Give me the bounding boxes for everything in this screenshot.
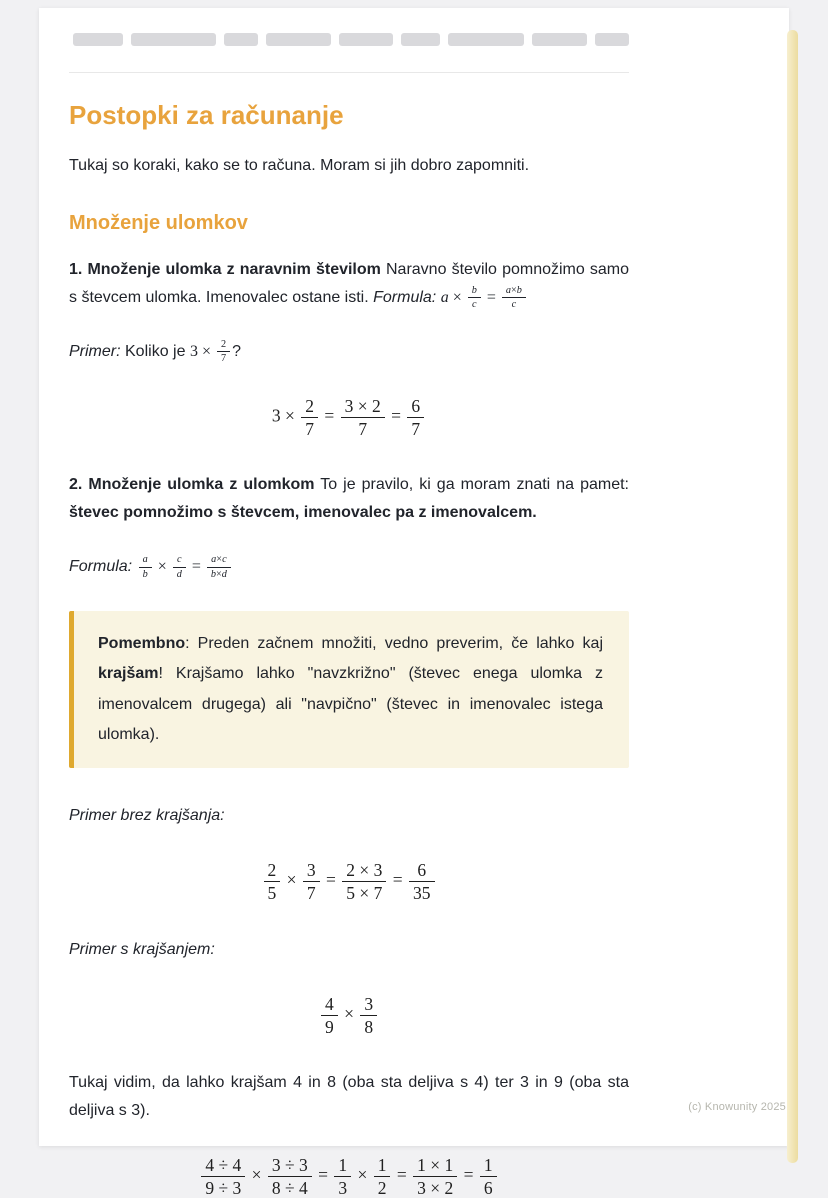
text-run: To je pravilo, ki ga moram znati na pamet: — [314, 475, 629, 493]
fraction: $\frac{1}{2}$ — [374, 1155, 391, 1198]
text-run: Primer: — [69, 342, 121, 360]
callout-box — [69, 611, 629, 769]
blurred-previous-content — [73, 33, 629, 46]
blurred-text-pill — [401, 33, 441, 46]
text-run: : Preden začnem množiti, vedno preverim, če lahko kaj — [185, 634, 603, 652]
fraction: $\frac{4 \div 4}{9 \div 3}$ — [201, 1155, 245, 1198]
section-divider — [69, 72, 629, 73]
callout-text — [98, 629, 603, 751]
fraction: $\frac{1}{3}$ — [334, 1155, 351, 1198]
fraction: $\frac{a\times b}{c}$ — [502, 285, 526, 312]
text-run: Formula: — [69, 557, 137, 575]
fraction: $\frac{3 \div 3}{8 \div 4}$ — [268, 1155, 312, 1198]
text-run: Formula: — [373, 288, 441, 306]
paragraph — [69, 1069, 629, 1125]
text-run: Primer s krajšanjem: — [69, 940, 215, 958]
fraction: $\frac{a\times c}{b\times d}$ — [207, 554, 231, 581]
blurred-text-pill — [532, 33, 588, 46]
paragraph — [69, 338, 629, 366]
math-display: $\frac{2}{5}$ × $\frac{3}{7}$ = $\frac{2 \times 3}{5 \times 7}$ = $\frac{6}{35}$ — [69, 860, 629, 903]
text-run: Pomembno — [98, 634, 186, 652]
page-title: Postopki za računanje — [69, 100, 344, 130]
fraction: $\frac{3}{8}$ — [360, 994, 377, 1037]
document-blocks — [69, 99, 629, 1198]
text-run: števec pomnožimo s števcem, imenovalec pa z imenovalcem. — [69, 503, 537, 521]
inline-math: a × $\frac{b}{c}$ = $\frac{a\times b}{c}$ — [441, 289, 528, 306]
document-content — [69, 8, 629, 1198]
fraction: $\frac{a}{b}$ — [139, 554, 152, 581]
paragraph — [69, 256, 629, 312]
fraction: $\frac{4}{9}$ — [321, 994, 338, 1037]
math-display: $\frac{4 \div 4}{9 \div 3}$ × $\frac{3 \div 3}{8 \div 4}$ = $\frac{1}{3}$ × $\frac{1}{2}$ = $\frac{1 \times 1}{3 \times 2}$ = $\frac{1}{6}$ — [69, 1155, 629, 1198]
page-edge-strip — [787, 30, 798, 1163]
paragraph — [69, 936, 629, 964]
fraction: $\frac{2}{7}$ — [217, 339, 230, 366]
paragraph — [69, 471, 629, 527]
blurred-text-pill — [448, 33, 523, 46]
section-heading: Množenje ulomkov — [69, 211, 248, 234]
text-run: ! Krajšamo lahko "navzkrižno" (števec enega ulomka z imenovalcem drugega) ali "navpično" (števec in imenovalec istega ulomka). — [98, 665, 603, 743]
blurred-text-pill — [595, 33, 629, 46]
math-display: 3 × $\frac{2}{7}$ = $\frac{3 \times 2}{7}$ = $\frac{6}{7}$ — [69, 396, 629, 439]
paragraph — [69, 152, 629, 180]
paragraph — [69, 553, 629, 581]
text-run: Tukaj vidim, da lahko krajšam 4 in 8 (oba sta deljiva s 4) ter 3 in 9 (oba sta deljiva s 3). — [69, 1073, 629, 1119]
text-run: Naravno število pomnožimo samo s števcem ulomka. Imenovalec ostane isti. — [69, 260, 630, 306]
fraction: $\frac{6}{35}$ — [409, 860, 435, 903]
blurred-text-pill — [339, 33, 393, 46]
fraction: $\frac{1 \times 1}{3 \times 2}$ — [413, 1155, 457, 1198]
inline-math: $\frac{a}{b}$ × $\frac{c}{d}$ = $\frac{a\times c}{b\times d}$ — [137, 558, 233, 575]
text-run: Primer brez krajšanja: — [69, 807, 225, 825]
fraction: $\frac{b}{c}$ — [468, 285, 481, 312]
blurred-text-pill — [224, 33, 258, 46]
fraction: $\frac{2}{7}$ — [301, 396, 318, 439]
text-run: 2. Množenje ulomka z ulomkom — [69, 475, 315, 493]
fraction: $\frac{3}{7}$ — [303, 860, 320, 903]
fraction: $\frac{6}{7}$ — [407, 396, 424, 439]
blurred-text-pill — [266, 33, 331, 46]
fraction: $\frac{2 \times 3}{5 \times 7}$ — [342, 860, 386, 903]
blurred-text-pill — [131, 33, 216, 46]
text-run: krajšam — [98, 665, 159, 683]
document-card — [39, 8, 789, 1198]
text-run: Tukaj so koraki, kako se to računa. Moram si jih dobro zapomniti. — [69, 156, 530, 174]
text-run: 1. Množenje ulomka z naravnim številom — [69, 260, 381, 278]
math-display: $\frac{4}{9}$ × $\frac{3}{8}$ — [69, 994, 629, 1037]
fraction: $\frac{c}{d}$ — [173, 554, 186, 581]
copyright-watermark: (c) Knowunity 2025 — [688, 1101, 786, 1113]
paragraph — [69, 802, 629, 830]
fraction: $\frac{3 \times 2}{7}$ — [341, 396, 385, 439]
text-run: Koliko je — [120, 342, 190, 360]
blurred-text-pill — [73, 33, 123, 46]
fraction: $\frac{1}{6}$ — [480, 1155, 497, 1198]
inline-math: 3 × $\frac{2}{7}$ — [190, 343, 232, 360]
fraction: $\frac{2}{5}$ — [264, 860, 281, 903]
text-run: ? — [232, 342, 241, 360]
